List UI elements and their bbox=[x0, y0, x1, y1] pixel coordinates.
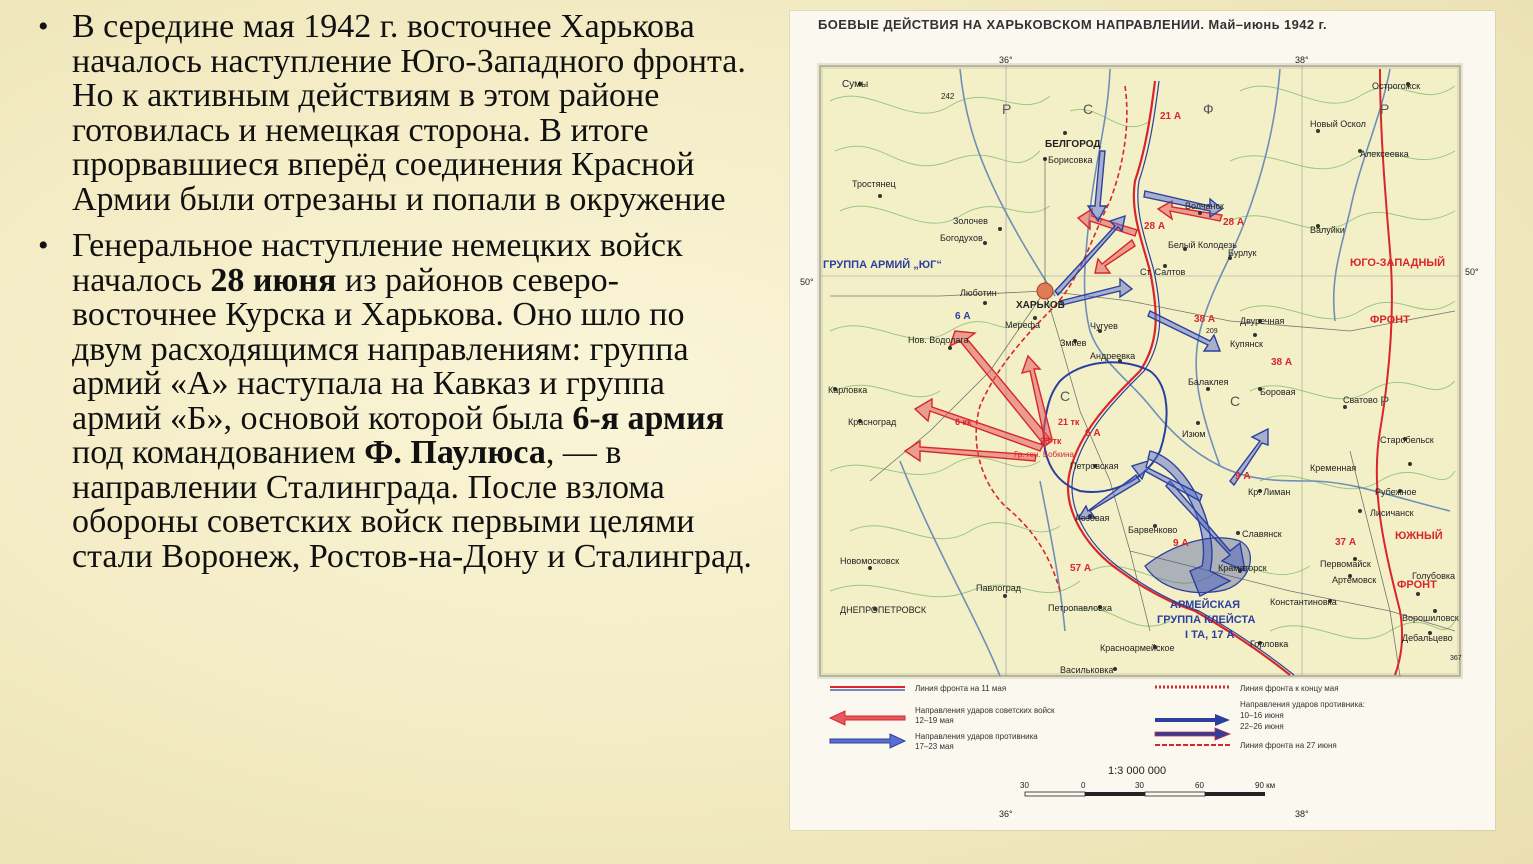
bullet-2-part-7: , — в направлении Сталинграда. После взлома обороны советских войск первыми целями стали Воронеж, Ростов-на-Дону и Сталинград. bbox=[72, 434, 752, 575]
city-zolochev: Золочев bbox=[953, 216, 988, 226]
label-kleist-3: I ТА, 17 А bbox=[1185, 629, 1235, 641]
letter-f: Ф bbox=[1203, 101, 1214, 117]
army-23tk: 23 тк bbox=[1040, 436, 1062, 446]
text-column bbox=[38, 10, 758, 586]
kharkov-city-marker bbox=[1037, 283, 1053, 299]
army-28a-east: 28 А bbox=[1223, 217, 1245, 228]
city-kupyansk: Купянск bbox=[1230, 339, 1263, 349]
bullet-dot: • bbox=[38, 10, 49, 43]
city-valuyki: Валуйки bbox=[1310, 225, 1345, 235]
city-volchansk: Волчанск bbox=[1185, 201, 1224, 211]
label-kleist-2: ГРУППА КЛЕЙСТА bbox=[1157, 614, 1256, 626]
map-title: БОЕВЫЕ ДЕЙСТВИЯ НА ХАРЬКОВСКОМ НАПРАВЛЕНИИ. Май–июнь 1942 г. bbox=[818, 17, 1328, 32]
army-57a: 57 А bbox=[1070, 563, 1092, 574]
city-pov-vodolaga: Нов. Водолага bbox=[908, 335, 969, 345]
bullet-2-part-1: Генеральное наступление немецких войск началось bbox=[72, 227, 683, 299]
city-belyi-kolodez: Белый Колодезь bbox=[1168, 240, 1237, 250]
city-golubovka: Голубовка bbox=[1412, 571, 1456, 581]
scale-tick-60: 60 bbox=[1195, 781, 1204, 790]
city-buryluk: Бурлук bbox=[1228, 248, 1257, 258]
legend-soviet-arrow bbox=[830, 711, 905, 725]
army-6a-german: 6 А bbox=[955, 311, 971, 322]
height-242: 242 bbox=[941, 92, 955, 101]
army-6kk: 6 кк bbox=[955, 417, 972, 427]
legend-enemy-1: Направления ударов противника: bbox=[1240, 700, 1365, 709]
scale-tick-0: 0 bbox=[1081, 781, 1086, 790]
city-kremennaya: Кременная bbox=[1310, 463, 1357, 473]
city-svatovo: Сватово bbox=[1343, 395, 1378, 405]
bullet-1-text: В середине мая 1942 г. восточнее Харькова началось наступление Юго-Западного фронта. Но к активным действиям в этом районе готовилась и немецкая сторона. В итоге прорвавшиеся вперёд соединения Красной Армии были отрезаны и попали в окружение bbox=[72, 8, 746, 218]
city-konstantinovka: Константиновка bbox=[1270, 597, 1337, 607]
city-petrovskaya: Петровская bbox=[1070, 461, 1119, 471]
letter-r-2: Р bbox=[1380, 101, 1390, 117]
army-9a-east: 9 А bbox=[1235, 471, 1251, 482]
city-kharkov: ХАРЬКОВ bbox=[1016, 300, 1065, 311]
army-9a: 9 А bbox=[1173, 538, 1189, 549]
legend-enemy-may-2: 17–23 мая bbox=[915, 742, 954, 751]
bullet-2-part-3: из районов северо-восточнее Курска и Харькова. Оно шло по двум расходящимся направлениям: группа армий «А» наступала на Кавказ и группа армий «Б», основой которой была bbox=[72, 261, 689, 437]
city-dvurechnaya: Двуречная bbox=[1240, 316, 1285, 326]
scale-tick-30-left: 30 bbox=[1020, 781, 1029, 790]
letter-r-1: Р bbox=[1002, 101, 1012, 117]
city-borisovka: Борисовка bbox=[1048, 155, 1093, 165]
city-andreevka: Андреевка bbox=[1090, 351, 1136, 361]
city-trostyanets: Тростянец bbox=[852, 179, 896, 189]
legend-front-jun27: Линия фронта на 27 июня bbox=[1240, 741, 1337, 750]
label-s-front-2: ФРОНТ bbox=[1397, 579, 1437, 591]
map-legend bbox=[830, 684, 1365, 751]
city-debaltsevo: Дебальцево bbox=[1402, 633, 1453, 643]
city-vasilkovka: Васильковка bbox=[1060, 665, 1114, 675]
city-kramatorsk: Краматорск bbox=[1218, 563, 1267, 573]
meridian-36-label: 36° bbox=[999, 55, 1013, 65]
army-6a: 6 А bbox=[1085, 428, 1101, 439]
parallel-50-left: 50° bbox=[800, 277, 814, 287]
city-krasnoarmeiskoe: Красноармейское bbox=[1100, 643, 1175, 653]
city-lisichansk: Лисичанск bbox=[1370, 508, 1414, 518]
label-s-front-1: ЮЖНЫЙ bbox=[1395, 530, 1443, 542]
city-alekseevka: Алексеевка bbox=[1360, 149, 1409, 159]
legend-enemy-june1-arrow bbox=[1155, 714, 1230, 726]
height-367: 367 bbox=[1450, 655, 1462, 662]
city-slavyansk: Славянск bbox=[1242, 529, 1282, 539]
legend-front-end-may: Линия фронта к концу мая bbox=[1240, 684, 1339, 693]
sixth-army: 6-я армия bbox=[572, 399, 725, 437]
city-karlovka: Карловка bbox=[828, 385, 868, 395]
city-borovaya: Боровая bbox=[1260, 387, 1296, 397]
city-rubezhnoe: Рубежное bbox=[1375, 487, 1417, 497]
label-sw-front-2: ФРОНТ bbox=[1370, 314, 1410, 326]
city-merefa: Мерефа bbox=[1005, 320, 1041, 330]
city-pervomaisk: Первомайск bbox=[1320, 559, 1371, 569]
letter-c-2: С bbox=[1060, 388, 1071, 404]
city-barvenkovo: Барвенково bbox=[1128, 525, 1178, 535]
parallel-50-right: 50° bbox=[1465, 267, 1479, 277]
bullet-dot: • bbox=[38, 229, 49, 262]
army-38a-east: 38 А bbox=[1271, 357, 1293, 368]
legend-enemy-may-1: Направления ударов противника bbox=[915, 732, 1038, 741]
meridian-36-bottom: 36° bbox=[999, 809, 1013, 819]
army-38a: 38 А bbox=[1194, 314, 1216, 325]
map-drawing bbox=[790, 11, 1495, 830]
scale-tick-30: 30 bbox=[1135, 781, 1144, 790]
letter-r-3: Р bbox=[1380, 393, 1390, 409]
kharkov-map bbox=[790, 11, 1495, 830]
city-chuguev: Чугуев bbox=[1090, 321, 1118, 331]
scale-ratio: 1:3 000 000 bbox=[1108, 765, 1167, 777]
legend-enemy-june2-arrow bbox=[1155, 728, 1230, 740]
legend-enemy-2: 10–16 июня bbox=[1240, 711, 1284, 720]
city-dnepropetrovsk: ДНЕПРОПЕТРОВСК bbox=[840, 605, 927, 615]
legend-front-may11: Линия фронта на 11 мая bbox=[915, 684, 1007, 693]
city-pavlograd: Павлоград bbox=[976, 583, 1021, 593]
legend-soviet-2: 12–19 мая bbox=[915, 716, 954, 725]
army-28a: 28 А bbox=[1144, 221, 1166, 232]
army-37a: 37 А bbox=[1335, 537, 1357, 548]
meridian-38-bottom: 38° bbox=[1295, 809, 1309, 819]
letter-c-3: С bbox=[1230, 393, 1241, 409]
city-artemovsk: Артемовск bbox=[1332, 575, 1377, 585]
city-zmiev: Змиев bbox=[1060, 338, 1087, 348]
city-izyum: Изюм bbox=[1182, 429, 1206, 439]
legend-enemy-may-arrow bbox=[830, 734, 905, 748]
city-lyubotin: Люботин bbox=[960, 288, 997, 298]
letter-c-1: С bbox=[1083, 101, 1094, 117]
height-209: 209 bbox=[1206, 328, 1218, 335]
bullet-2 bbox=[38, 229, 758, 574]
bullet-2-part-5: под командованием bbox=[72, 434, 365, 471]
paulus-name: Ф. Паулюса bbox=[364, 434, 546, 471]
date-28-june: 28 июня bbox=[210, 261, 337, 299]
city-petropavlovka: Петропавловка bbox=[1048, 603, 1113, 613]
legend-enemy-3: 22–26 июня bbox=[1240, 722, 1284, 731]
legend-soviet-1: Направления ударов советских войск bbox=[915, 706, 1055, 715]
label-sw-front-1: ЮГО-ЗАПАДНЫЙ bbox=[1350, 257, 1446, 269]
city-voroshilovsk: Ворошиловск bbox=[1402, 613, 1459, 623]
bullet-1 bbox=[38, 10, 758, 217]
army-21a: 21 А bbox=[1160, 111, 1182, 122]
group-bobkin: Гр. ген. Бобкина bbox=[1014, 450, 1074, 459]
label-group-yug: ГРУППА АРМИЙ „ЮГ“ bbox=[823, 259, 942, 271]
meridian-38-label: 38° bbox=[1295, 55, 1309, 65]
city-sumy: Сумы bbox=[842, 79, 869, 90]
city-starobelsk: Старобельск bbox=[1380, 435, 1434, 445]
city-balakleya: Балаклея bbox=[1188, 377, 1229, 387]
city-novomoskovsk: Новомосковск bbox=[840, 556, 900, 566]
city-novyi-oskol: Новый Оскол bbox=[1310, 119, 1366, 129]
scale-bar bbox=[1020, 765, 1275, 796]
label-kleist-1: АРМЕЙСКАЯ bbox=[1170, 599, 1241, 611]
scale-tick-90: 90 км bbox=[1255, 781, 1276, 790]
city-belgorod: БЕЛГОРОД bbox=[1045, 139, 1101, 150]
city-lozovaya: Лозовая bbox=[1075, 513, 1110, 523]
city-kr-liman: Кр. Лиман bbox=[1248, 487, 1291, 497]
city-ostrogozhsk: Острогожск bbox=[1372, 81, 1421, 91]
city-gorlovka: Горловка bbox=[1250, 639, 1289, 649]
city-st-saltov: Ст. Салтов bbox=[1140, 267, 1186, 277]
army-21tk: 21 тк bbox=[1058, 417, 1080, 427]
city-krasnograd: Красноград bbox=[848, 417, 897, 427]
city-bogodukhov: Богодухов bbox=[940, 233, 983, 243]
